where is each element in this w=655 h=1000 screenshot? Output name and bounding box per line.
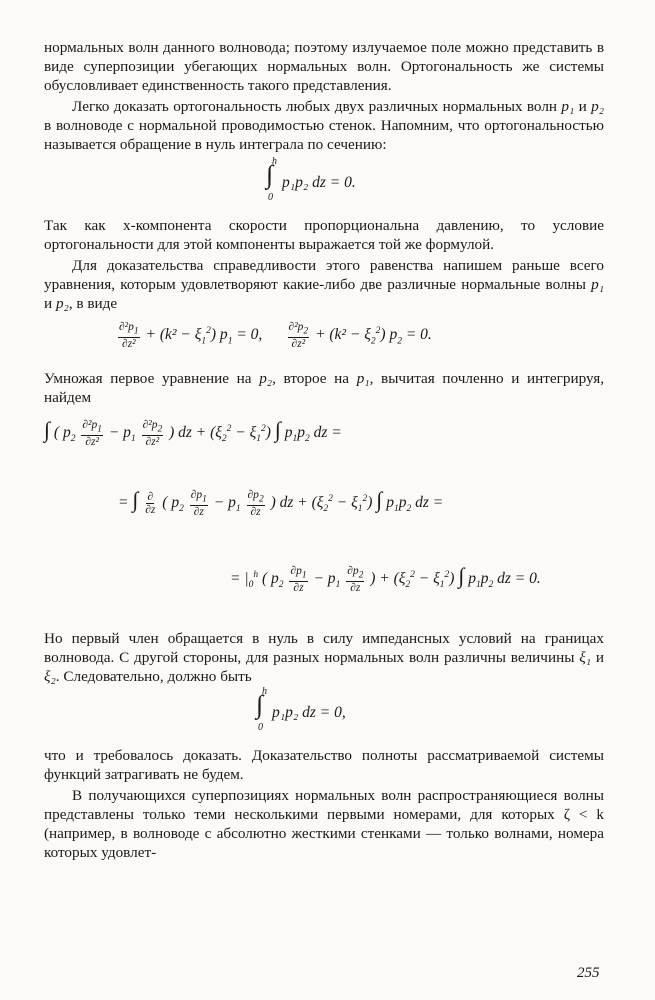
paragraph-2-text-b: в волноводе с нормальной проводимостью стенок. Напомним, что ортогональностью называется обращение в нуль интеграла по сечению: (44, 117, 604, 153)
symbol-p1: p₁ (561, 98, 575, 115)
orthogonality-expression: p₁p₂ dz = 0. (282, 174, 356, 191)
page-number: 255 (577, 965, 600, 981)
paragraph-6-text-a: Но первый член обращается в нуль в силу импедансных условий на границах волновода. С другой стороны, для разных нормальных волн различны величины (44, 630, 604, 666)
symbol-p2: p₂ (591, 98, 604, 115)
upper-limit: h (262, 686, 267, 697)
upper-limit: h (272, 156, 277, 167)
paragraph-3: Так как x-компонента скорости пропорциональна давлению, то условие ортогональности для этой компоненты выражается той же формулой. (44, 217, 604, 253)
paragraph-6 (44, 629, 604, 686)
paragraph-4-text: Для доказательства справедливости этого равенства напишем раньше всего уравнения, которым удовлетворяют какие-либо две различные нормальные волны (44, 257, 604, 293)
page-body (44, 38, 604, 862)
symbol-p1: p₁ (356, 370, 370, 387)
orthogonality-expression-2: p₁p₂ dz = 0, (272, 704, 346, 721)
equation-wave: $\frac{\partial^2p_1}{\text{∂z²}}$ + $(k^2 - \xi_1^2)$ $p_1 = 0$, $\frac{\partial^2p_2}{\text{∂z²}}$ + $(k^2 - \xi_2^2)$ $p_2 = 0$. (119, 321, 432, 351)
lower-limit: 0 (268, 192, 273, 203)
integral-sign: h ∫ 0 (266, 156, 277, 203)
paragraph-5-text-b: , второе на (272, 370, 350, 387)
integral-sign: h ∫ 0 (256, 686, 267, 733)
equation-orthogonality-2 (44, 686, 604, 746)
paragraph-2-text-a: Легко доказать ортогональность любых двух различных нормальных волн (72, 98, 558, 115)
paragraph-4-end: , в виде (68, 295, 118, 312)
symbol-xi1: ξ₁ (579, 649, 592, 666)
paragraph-1: нормальных волн данного волновода; поэтому излучаемое поле можно представить в виде суперпозиции убегающих нормальных волн. Ортогональность же системы обусловливает единственность такого представления. (44, 39, 604, 94)
paragraph-5-text-a: Умножая первое уравнение на (44, 370, 252, 387)
paragraph-6-text-b: . Следовательно, должно быть (55, 668, 252, 685)
symbol-p2: p₂ (259, 370, 273, 387)
lower-limit: 0 (258, 722, 263, 733)
paragraph-8: В получающихся суперпозициях нормальных волн распространяющиеся волны представлены только теми несколькими первыми номерами, для которых ζ < k (например, в волноводе с абсолютно жесткими стенками — только волнами, номера которых удовлет- (44, 787, 604, 861)
paragraph-5 (44, 369, 604, 407)
symbol-xi2: ξ₂ (44, 668, 56, 685)
equation-derivation: ∫ ( $p_2$ $\frac{\partial^2p_1}{\text{∂z²}}$ − $p_1$ $\frac{\partial^2p_2}{\text{∂z²}}$ ) dz + $(\xi_2^2 - \xi_1^2)$ ∫ $p_1p_2$ dz = = ∫ $\frac{\partial}{\partial z}$ ( $p_2$ $\frac{\partial p_1}{\partial z}$ − $p_1$ $\frac{\partial p_2}{\partial z}$ ) dz + $(\xi_2^2 - \xi_1^2)$ ∫ $p_1p_2$ dz = = $|_0^h$ ( $p_2$ $\frac{\partial p_1}{\partial z}$ − $p_1$ $\frac{\partial p_2}{\partial z}$ ) + $(\xi_2^2 - \xi_1^2)$ ∫ $p_1p_2$ dz = 0. (44, 417, 541, 595)
paragraph-7: что и требовалось доказать. Доказательство полноты рассматриваемой системы функций затрагивать не будем. (44, 747, 604, 783)
equation-orthogonality (44, 154, 604, 216)
and-word: и (595, 649, 605, 666)
and-word: и (44, 295, 53, 312)
symbol-p1: p₁ (591, 276, 605, 293)
symbol-p2: p₂ (55, 295, 69, 312)
paragraph-4 (44, 256, 604, 313)
paragraph-2 (44, 97, 604, 154)
paragraph-5-text-c: , вычитая почленно и интегрируя, найдем (44, 370, 605, 406)
and-word: и (578, 98, 587, 115)
